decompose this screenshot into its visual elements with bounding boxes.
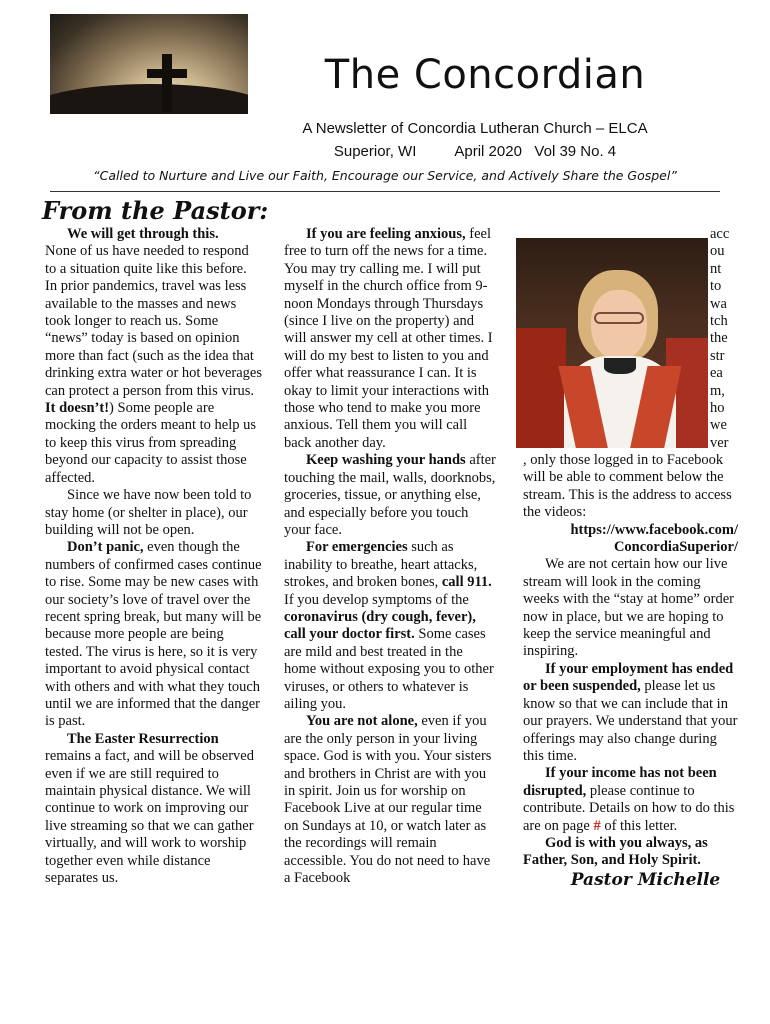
wrapped-text-column (710, 226, 742, 452)
word-fragment: ver (710, 434, 729, 451)
paragraph-text: remains a fact, and will be observed even if we are still required to maintain physical distance. We will continue to work on improving our live streaming so that we can gather virtually, and will work to worship together even while distance separates us. (45, 748, 254, 887)
word-fragment: wa (710, 295, 727, 312)
paragraph-text: Some cases are mild and best treated in the home without exposing you to other viruses, or others to whatever is ailing you. (284, 626, 494, 712)
hill-silhouette (50, 84, 248, 114)
facebook-link[interactable] (523, 522, 738, 557)
paragraph (284, 452, 496, 539)
word-fragment: m, (710, 382, 725, 399)
paragraph-text: If you develop symptoms of the (284, 591, 469, 608)
paragraph (284, 539, 496, 713)
background-drape (516, 328, 566, 448)
word-fragment: nt (710, 260, 722, 277)
paragraph (45, 731, 262, 888)
paragraph: , only those logged in to Facebook will be able to comment below the stream. This is the address to access the videos: (523, 452, 732, 521)
bold-lead: Don’t panic, (67, 539, 144, 556)
newsletter-title: The Concordian (324, 52, 646, 98)
cross-sunset-photo (50, 14, 248, 114)
church-motto: “Called to Nurture and Live our Faith, Encourage our Service, and Actively Share the Gospel” (93, 168, 677, 183)
section-heading: From the Pastor: (42, 196, 269, 225)
bold-phrase: It doesn’t! (45, 400, 110, 417)
paragraph: Since we have now been told to stay home (or shelter in place), our building will not be open. (45, 487, 252, 538)
word-fragment: ho (710, 400, 725, 417)
paragraph (284, 226, 496, 452)
column-3 (523, 452, 738, 889)
bold-phrase: call 911. (441, 574, 492, 591)
issue-line (250, 143, 700, 160)
paragraph-text: after touching the mail, walls, doorknobs, groceries, tissue, or anything else, and especially before you touch your face. (284, 452, 496, 538)
word-fragment: tch (710, 313, 728, 330)
page-reference: # (593, 817, 601, 834)
paragraph (523, 661, 738, 765)
paragraph: We are not certain how our live stream will look in the coming weeks with the “stay at home” order now in place, but we are hoping to keep the service meaningful and inspiring. (523, 556, 734, 660)
bold-lead: The Easter Resurrection (67, 730, 219, 747)
bold-lead: You are not alone, (306, 713, 418, 730)
bold-lead: If your employment has ended or been suspended, (523, 660, 734, 695)
clerical-collar (604, 358, 636, 374)
header-divider (50, 191, 720, 192)
bold-lead: We will get through this. (67, 226, 219, 242)
paragraph (523, 765, 738, 835)
paragraph-text: ) Some people are mocking the orders meant to help us to keep this virus from spreading beyond our capacity to assist those affected. (45, 400, 257, 486)
bold-lead: God is with you always, as Father, Son, and Holy Spirit. (523, 834, 708, 869)
link-text[interactable]: ConcordiaSuperior/ (613, 539, 738, 556)
word-fragment: ou (710, 243, 725, 260)
paragraph-text: feel free to turn off the news for a time. You may try calling me. I will put myself in the church office from 9-noon Mondays through Thursdays (since I live on the property) and will answer my cell at other times. I will do my best to listen to you and offer what reassurance I can. It is okay to limit your interactions with those who tend to make you more anxious. Tell them you will call back another day. (284, 226, 493, 451)
word-fragment: to (710, 278, 722, 295)
paragraph (523, 835, 738, 870)
newsletter-subtitle: A Newsletter of Concordia Lutheran Church – ELCA (302, 120, 648, 137)
paragraph-text: even if you are the only person in your living space. God is with you. Your sisters and brothers in Christ are with you in spirit. Join us for worship on Facebook Live at our regular time on Sundays at 10, or watch later as the recordings will remain accessible. You do not need to have a Facebook (284, 713, 492, 887)
face (591, 290, 647, 360)
pastor-photo (516, 238, 708, 448)
bold-phrase: coronavirus (dry cough, fever), call your doctor first. (284, 608, 476, 643)
cross-beam (147, 69, 187, 78)
word-fragment: we (710, 417, 727, 434)
paragraph-text: even though the numbers of confirmed cases continue to rise. Some may be new cases with our society’s love of travel over the recent spring break, but many will be because more people are being tested. The virus is here, so it is very important to avoid physical contact with others and with what they touch until we are informed that the danger is past. (45, 539, 262, 730)
bold-lead: For emergencies (306, 539, 408, 556)
column-1 (45, 226, 262, 887)
paragraph-text: of this letter. (600, 817, 678, 834)
word-fragment: str (710, 347, 725, 364)
word-fragment: acc (710, 226, 730, 242)
paragraph-text: please continue to contribute. Details on how to do this are on page (523, 782, 735, 834)
location: Superior, WI (333, 143, 417, 160)
bold-lead: If you are feeling anxious, (306, 226, 466, 242)
paragraph (45, 539, 262, 730)
issue-info: April 2020 Vol 39 No. 4 (454, 143, 617, 160)
word-fragment: ea (710, 365, 723, 382)
paragraph (45, 226, 262, 487)
link-text[interactable]: https://www.facebook.com/ (570, 521, 738, 538)
bold-lead: If your income has not been disrupted, (523, 765, 717, 799)
paragraph (284, 713, 496, 887)
pastor-signature: Pastor Michelle (570, 869, 721, 890)
word-fragment: the (710, 330, 728, 347)
paragraph-text: None of us have needed to respond to a situation quite like this before. In prior pandemics, travel was less available to the masses and news took longer to reach us. Some “news” today is based on opinion more than fact (such as the idea that drinking extra water or hot beverages can protect a person from this virus. (45, 243, 263, 399)
cross-icon (162, 54, 172, 112)
paragraph-text: such as inability to breathe, heart attacks, strokes, and broken bones, (284, 539, 478, 591)
glasses (594, 312, 644, 324)
column-2 (284, 226, 496, 887)
paragraph-text: please let us know so that we can include that in our prayers. We understand that your offerings may also change during this time. (523, 678, 738, 764)
bold-lead: Keep washing your hands (306, 452, 466, 469)
